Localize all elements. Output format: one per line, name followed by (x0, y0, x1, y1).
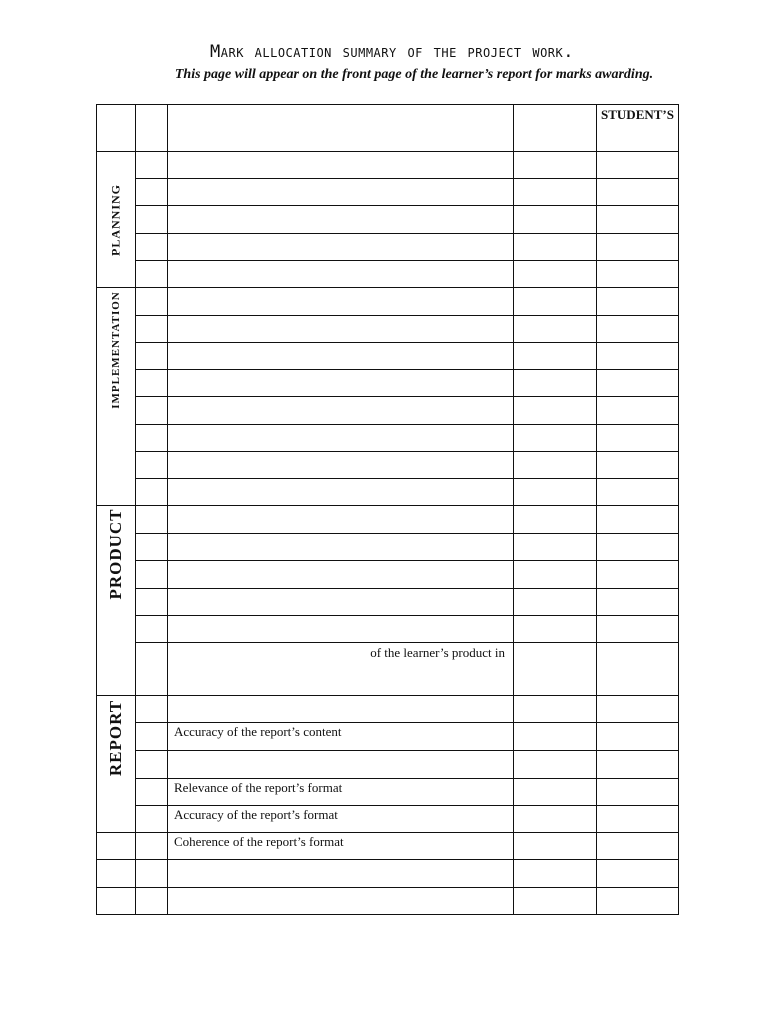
student-marks-cell[interactable] (597, 152, 679, 179)
student-marks-cell[interactable] (597, 779, 679, 806)
number-cell[interactable] (136, 888, 168, 915)
header-row (97, 105, 679, 152)
number-cell[interactable] (136, 723, 168, 751)
number-cell[interactable] (136, 425, 168, 452)
criteria-cell[interactable] (168, 343, 514, 370)
criteria-cell[interactable] (168, 751, 514, 779)
section-implementation (97, 288, 136, 506)
marks-cell[interactable] (514, 179, 597, 206)
section-label-report: REPORT (106, 699, 125, 777)
student-marks-cell[interactable] (597, 888, 679, 915)
section-cell[interactable] (97, 860, 136, 888)
number-cell[interactable] (136, 343, 168, 370)
number-cell[interactable] (136, 479, 168, 506)
table-row (97, 779, 679, 806)
table-row (97, 616, 679, 643)
criteria-cell[interactable] (168, 696, 514, 723)
table-row (97, 397, 679, 425)
number-cell[interactable] (136, 206, 168, 234)
marks-cell[interactable] (514, 234, 597, 261)
number-cell[interactable] (136, 152, 168, 179)
marks-cell[interactable] (514, 343, 597, 370)
student-marks-cell[interactable] (597, 833, 679, 860)
criteria-cell[interactable]: Coherence of the report’s format (168, 833, 514, 860)
header-cell-section (97, 105, 136, 152)
marks-cell[interactable] (514, 696, 597, 723)
student-marks-cell[interactable] (597, 561, 679, 589)
mark-allocation-table (96, 104, 679, 915)
table-row (97, 860, 679, 888)
student-marks-cell[interactable] (597, 397, 679, 425)
section-label-implementation: IMPLEMENTATION (110, 291, 122, 409)
marks-cell[interactable] (514, 261, 597, 288)
table-row (97, 179, 679, 206)
number-cell[interactable] (136, 397, 168, 425)
marks-cell[interactable] (514, 316, 597, 343)
student-marks-cell[interactable] (597, 860, 679, 888)
criteria-cell[interactable]: of the learner’s product in (168, 643, 514, 696)
section-planning (97, 152, 136, 288)
number-cell[interactable] (136, 833, 168, 860)
table-row (97, 506, 679, 534)
table-row (97, 425, 679, 452)
marks-cell[interactable] (514, 288, 597, 316)
number-cell[interactable] (136, 751, 168, 779)
student-marks-cell[interactable] (597, 234, 679, 261)
section-report (97, 696, 136, 833)
section-cell[interactable] (97, 833, 136, 860)
number-cell[interactable] (136, 860, 168, 888)
marks-cell[interactable] (514, 397, 597, 425)
number-cell[interactable] (136, 643, 168, 696)
student-marks-cell[interactable] (597, 343, 679, 370)
table-row (97, 888, 679, 915)
table-row (97, 806, 679, 833)
marks-cell[interactable] (514, 860, 597, 888)
header-cell-students-marks: STUDENT’S (597, 105, 679, 152)
criteria-cell[interactable] (168, 152, 514, 179)
student-marks-cell[interactable] (597, 616, 679, 643)
marks-cell[interactable] (514, 534, 597, 561)
marks-cell[interactable] (514, 370, 597, 397)
criteria-cell[interactable] (168, 561, 514, 589)
marks-cell[interactable] (514, 425, 597, 452)
student-marks-cell[interactable] (597, 751, 679, 779)
marks-cell[interactable] (514, 152, 597, 179)
table-row (97, 234, 679, 261)
table-row (97, 152, 679, 179)
number-cell[interactable] (136, 806, 168, 833)
marks-cell[interactable] (514, 723, 597, 751)
number-cell[interactable] (136, 696, 168, 723)
student-marks-cell[interactable] (597, 316, 679, 343)
marks-cell[interactable] (514, 452, 597, 479)
marks-cell[interactable] (514, 206, 597, 234)
student-marks-cell[interactable] (597, 806, 679, 833)
marks-cell[interactable] (514, 779, 597, 806)
table-row (97, 534, 679, 561)
number-cell[interactable] (136, 234, 168, 261)
marks-cell[interactable] (514, 751, 597, 779)
student-marks-cell[interactable] (597, 479, 679, 506)
criteria-cell[interactable]: Accuracy of the report’s content (168, 723, 514, 751)
header-cell-criteria (168, 105, 514, 152)
criteria-cell[interactable] (168, 206, 514, 234)
marks-cell[interactable] (514, 643, 597, 696)
student-marks-cell[interactable] (597, 589, 679, 616)
table-row (97, 261, 679, 288)
table-row (97, 833, 679, 860)
criteria-cell[interactable] (168, 534, 514, 561)
table-row (97, 643, 679, 696)
number-cell[interactable] (136, 616, 168, 643)
marks-cell[interactable] (514, 479, 597, 506)
number-cell[interactable] (136, 534, 168, 561)
marks-cell[interactable] (514, 589, 597, 616)
table-row (97, 479, 679, 506)
marks-cell[interactable] (514, 616, 597, 643)
table-row (97, 723, 679, 751)
criteria-cell[interactable] (168, 397, 514, 425)
student-marks-cell[interactable] (597, 452, 679, 479)
criteria-cell[interactable] (168, 479, 514, 506)
table-row (97, 316, 679, 343)
student-marks-cell[interactable] (597, 261, 679, 288)
number-cell[interactable] (136, 179, 168, 206)
table-row (97, 589, 679, 616)
criteria-cell[interactable] (168, 860, 514, 888)
criteria-cell[interactable] (168, 288, 514, 316)
student-marks-cell[interactable] (597, 179, 679, 206)
criteria-cell[interactable] (168, 506, 514, 534)
criteria-cell[interactable] (168, 589, 514, 616)
table-row (97, 696, 679, 723)
number-cell[interactable] (136, 561, 168, 589)
criteria-cell[interactable] (168, 234, 514, 261)
criteria-cell[interactable] (168, 425, 514, 452)
marks-cell[interactable] (514, 806, 597, 833)
table-row (97, 452, 679, 479)
student-marks-cell[interactable] (597, 723, 679, 751)
number-cell[interactable] (136, 779, 168, 806)
marks-cell[interactable] (514, 506, 597, 534)
criteria-cell[interactable] (168, 179, 514, 206)
criteria-cell[interactable] (168, 261, 514, 288)
student-marks-cell[interactable] (597, 506, 679, 534)
number-cell[interactable] (136, 370, 168, 397)
number-cell[interactable] (136, 452, 168, 479)
student-marks-cell[interactable] (597, 288, 679, 316)
student-marks-cell[interactable] (597, 206, 679, 234)
number-cell[interactable] (136, 506, 168, 534)
section-product (97, 506, 136, 696)
student-marks-cell[interactable] (597, 643, 679, 696)
page-title: Mark allocation summary of the project work. (210, 42, 574, 62)
student-marks-cell[interactable] (597, 696, 679, 723)
student-marks-cell[interactable] (597, 534, 679, 561)
number-cell[interactable] (136, 288, 168, 316)
page-subtitle: This page will appear on the front page of the learner’s report for marks awarding. (174, 67, 654, 82)
marks-cell[interactable] (514, 833, 597, 860)
table-row (97, 288, 679, 316)
student-marks-cell[interactable] (597, 370, 679, 397)
criteria-cell[interactable] (168, 370, 514, 397)
number-cell[interactable] (136, 589, 168, 616)
marks-cell[interactable] (514, 888, 597, 915)
student-marks-cell[interactable] (597, 425, 679, 452)
section-cell[interactable] (97, 888, 136, 915)
section-label-planning: PLANNING (108, 183, 123, 256)
criteria-cell[interactable]: Accuracy of the report’s format (168, 806, 514, 833)
criteria-cell[interactable] (168, 316, 514, 343)
table-row (97, 751, 679, 779)
table-row (97, 561, 679, 589)
header-cell-number (136, 105, 168, 152)
number-cell[interactable] (136, 261, 168, 288)
criteria-cell[interactable]: Relevance of the report’s format (168, 779, 514, 806)
criteria-cell[interactable] (168, 616, 514, 643)
number-cell[interactable] (136, 316, 168, 343)
section-label-product: PRODUCT (106, 508, 125, 600)
table-row (97, 343, 679, 370)
marks-cell[interactable] (514, 561, 597, 589)
table-row (97, 206, 679, 234)
criteria-cell[interactable] (168, 888, 514, 915)
table-row (97, 370, 679, 397)
criteria-cell[interactable] (168, 452, 514, 479)
header-cell-marks (514, 105, 597, 152)
